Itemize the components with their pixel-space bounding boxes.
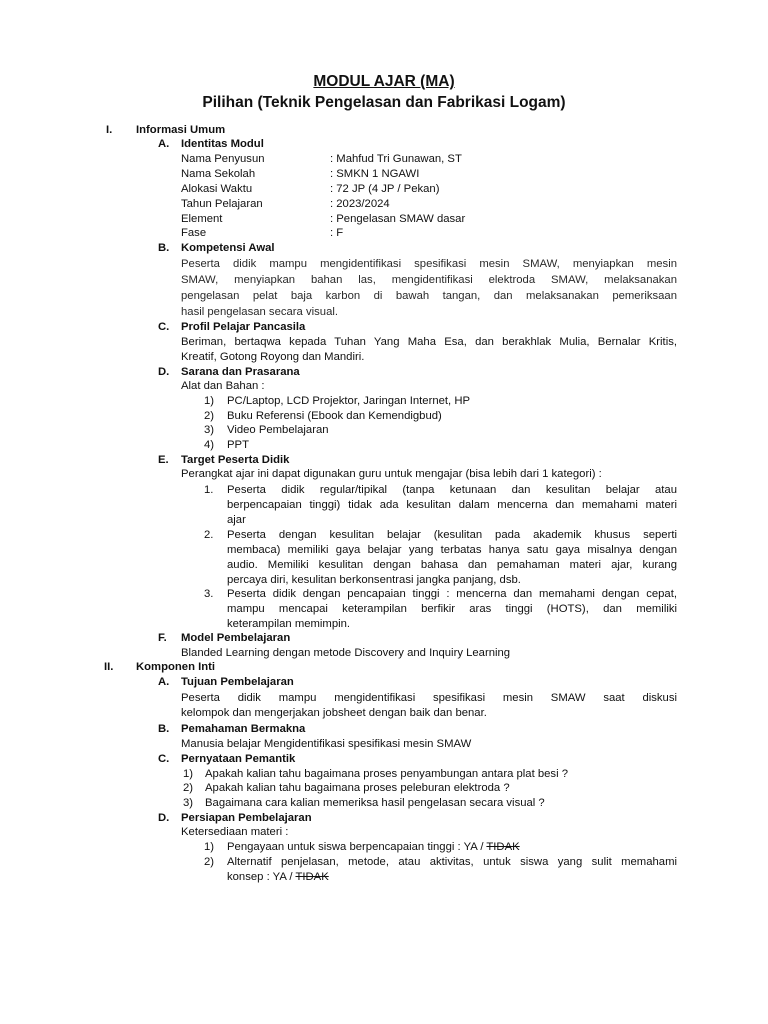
list-item-line: Alternatif penjelasan, metode, atau aktivitas, untuk siswa yang sulit memahami <box>227 856 677 868</box>
list-item <box>227 840 520 855</box>
list-item-line: Peserta didik dengan pencapaian tinggi : mencerna dan memahami dengan cepat, <box>227 588 677 600</box>
paragraph-line: Peserta didik mampu mengidentifikasi spesifikasi mesin SMAW saat diskusi <box>181 692 677 704</box>
list-item: PC/Laptop, LCD Projektor, Jaringan Internet, HP <box>227 395 471 407</box>
paragraph-line: SMAW, menyiapkan bahan las, mengidentifikasi elektroda SMAW, melaksanakan <box>181 274 677 286</box>
list-number: 2) <box>204 856 215 868</box>
list-item-line: berpencapaian tinggi) tidak ada kesulitan dalam mencerna dan memahami materi <box>227 499 677 511</box>
list-item-text: konsep : YA / <box>227 871 296 883</box>
subsection-letter: B. <box>158 242 170 254</box>
section-heading: Informasi Umum <box>136 124 226 136</box>
list-intro: Alat dan Bahan : <box>181 380 265 392</box>
paragraph-line: Peserta didik mampu mengidentifikasi spesifikasi mesin SMAW, menyiapkan mesin <box>181 258 677 270</box>
list-item-line: mampu mencapai keterampilan berfikir aras tinggi (HOTS), dan memiliki <box>227 603 677 615</box>
list-item: Buku Referensi (Ebook dan Kemendigbud) <box>227 410 442 422</box>
list-item: Apakah kalian tahu bagaimana proses peleburan elektroda ? <box>205 782 510 794</box>
subsection-letter: B. <box>158 723 170 735</box>
identity-value: : Pengelasan SMAW dasar <box>330 213 466 225</box>
identity-value: : Mahfud Tri Gunawan, ST <box>330 153 462 165</box>
list-item: PPT <box>227 439 249 451</box>
list-item-line: keterampilan memimpin. <box>227 618 351 630</box>
identity-key: Tahun Pelajaran <box>181 198 263 210</box>
subsection-heading: Profil Pelajar Pancasila <box>181 321 306 333</box>
list-number: 3) <box>204 424 215 436</box>
subsection-letter: C. <box>158 753 170 765</box>
subsection-letter: C. <box>158 321 170 333</box>
list-number: 1) <box>204 395 215 407</box>
section-heading: Komponen Inti <box>136 661 216 673</box>
list-item: Video Pembelajaran <box>227 424 329 436</box>
subsection-heading: Pernyataan Pemantik <box>181 753 296 765</box>
identity-key: Alokasi Waktu <box>181 183 253 195</box>
list-number: 3. <box>204 588 214 600</box>
list-item: Apakah kalian tahu bagaimana proses penyambungan antara plat besi ? <box>205 768 569 780</box>
identity-key: Fase <box>181 227 207 239</box>
paragraph-line: Beriman, bertaqwa kepada Tuhan Yang Maha Esa, dan berakhlak Mulia, Bernalar Kritis, <box>181 336 677 348</box>
subsection-heading: Model Pembelajaran <box>181 632 291 644</box>
list-item: Bagaimana cara kalian memeriksa hasil pengelasan secara visual ? <box>205 797 545 809</box>
subsection-heading: Tujuan Pembelajaran <box>181 676 294 688</box>
paragraph-line: Kreatif, Gotong Royong dan Mandiri. <box>181 351 365 363</box>
list-item-line: Peserta didik regular/tipikal (tanpa ketunaan dan kesulitan belajar atau <box>227 484 677 496</box>
list-number: 2. <box>204 529 214 541</box>
section-number: II. <box>104 661 114 673</box>
subsection-heading: Kompetensi Awal <box>181 242 275 254</box>
subsection-heading: Identitas Modul <box>181 138 264 150</box>
subsection-letter: A. <box>158 138 170 150</box>
subsection-letter: E. <box>158 454 169 466</box>
identity-key: Element <box>181 213 223 225</box>
document-subtitle: Pilihan (Teknik Pengelasan dan Fabrikasi Logam) <box>202 94 566 111</box>
subsection-letter: F. <box>158 632 167 644</box>
identity-key: Nama Penyusun <box>181 153 265 165</box>
list-number: 2) <box>204 410 215 422</box>
list-item-line <box>227 870 329 885</box>
section-number: I. <box>106 124 113 136</box>
list-number: 1) <box>183 768 194 780</box>
document-title: MODUL AJAR (MA) <box>313 73 455 90</box>
struck-option: TIDAK <box>295 871 329 883</box>
paragraph-line: Manusia belajar Mengidentifikasi spesifikasi mesin SMAW <box>181 738 472 750</box>
struck-option: TIDAK <box>486 841 520 853</box>
subsection-heading: Sarana dan Prasarana <box>181 366 300 378</box>
paragraph-line: Blanded Learning dengan metode Discovery and Inquiry Learning <box>181 647 511 659</box>
list-item-line: ajar <box>227 514 246 526</box>
identity-key: Nama Sekolah <box>181 168 256 180</box>
list-item-line: audio. Memiliki kesulitan dengan bahasa dan pemahaman materi ajar, kurang <box>227 559 677 571</box>
paragraph-line: hasil pengelasan secara visual. <box>181 306 338 318</box>
list-item-line: percaya diri, kesulitan berkonsentrasi jangka panjang, dsb. <box>227 574 521 586</box>
list-number: 4) <box>204 439 215 451</box>
list-number: 1. <box>204 484 214 496</box>
identity-value: : SMKN 1 NGAWI <box>330 168 420 180</box>
identity-value: : F <box>330 227 344 239</box>
list-intro: Ketersediaan materi : <box>181 826 289 838</box>
subsection-heading: Pemahaman Bermakna <box>181 723 306 735</box>
list-item-line: Peserta dengan kesulitan belajar (kesulitan pada akademik khusus seperti <box>227 529 677 541</box>
list-number: 1) <box>204 841 215 853</box>
subsection-letter: D. <box>158 366 170 378</box>
subsection-heading: Target Peserta Didik <box>181 454 290 466</box>
list-number: 3) <box>183 797 194 809</box>
paragraph-line: pengelasan pelat baja karbon di bawah tangan, dan melaksanakan pemeriksaan <box>181 290 677 302</box>
paragraph-line: kelompok dan mengerjakan jobsheet dengan baik dan benar. <box>181 707 487 719</box>
list-intro: Perangkat ajar ini dapat digunakan guru untuk mengajar (bisa lebih dari 1 kategori) : <box>181 468 602 480</box>
list-item-text: Pengayaan untuk siswa berpencapaian tinggi : YA / <box>227 841 487 853</box>
subsection-letter: A. <box>158 676 170 688</box>
list-item-line: membaca) memiliki gaya belajar yang terbatas hanya satu gaya misalnya dengan <box>227 544 677 556</box>
subsection-letter: D. <box>158 812 170 824</box>
identity-value: : 2023/2024 <box>330 198 390 210</box>
identity-value: : 72 JP (4 JP / Pekan) <box>330 183 440 195</box>
subsection-heading: Persiapan Pembelajaran <box>181 812 312 824</box>
list-number: 2) <box>183 782 194 794</box>
